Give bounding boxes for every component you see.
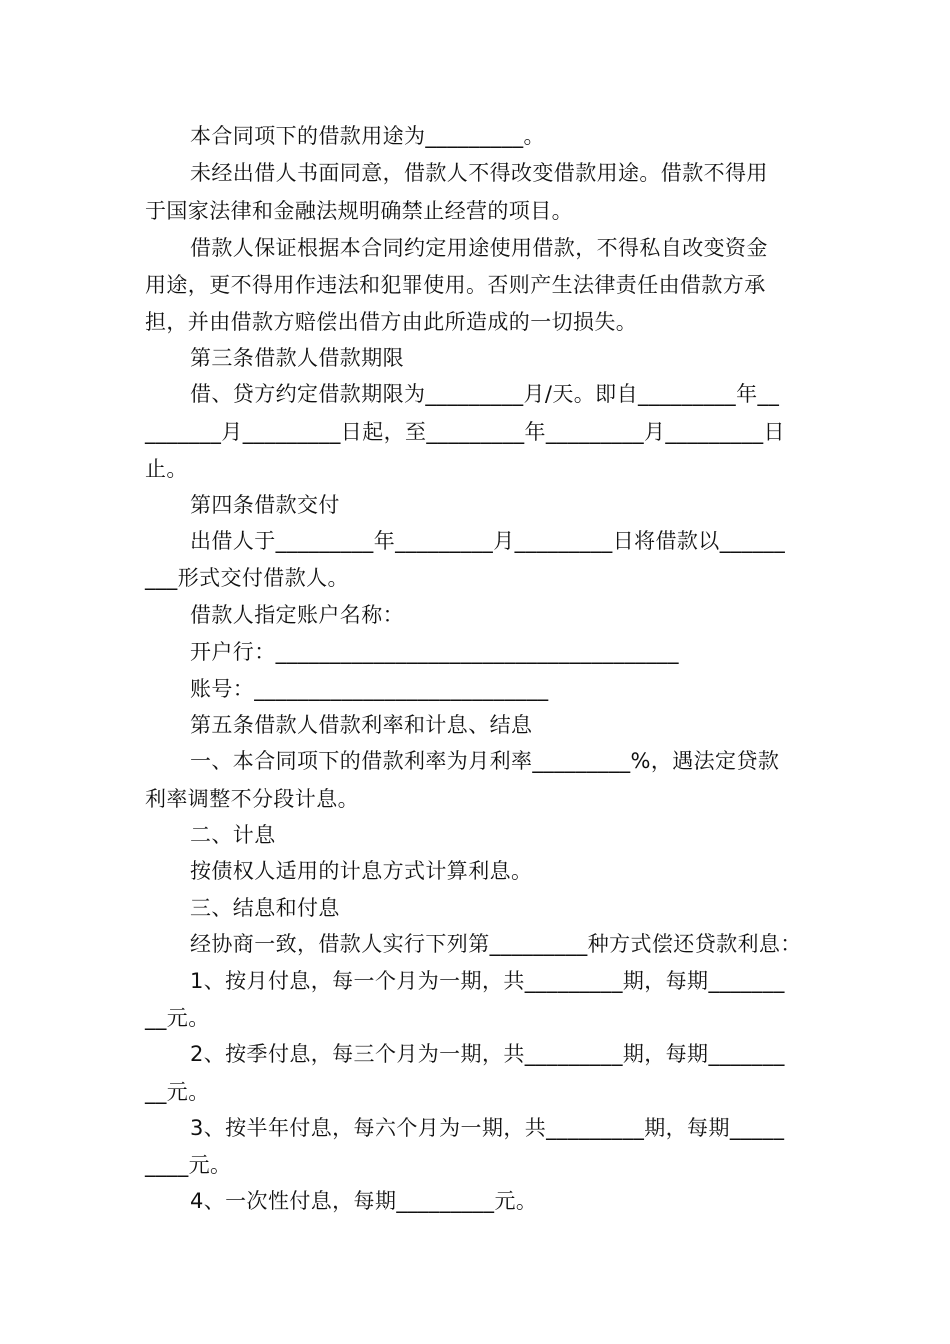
paragraph-term-line-1: 借、贷方约定借款期限为_________月/天。即自_________年__ (190, 382, 780, 406)
heading-interest-calc: 二、计息 (190, 823, 276, 847)
paragraph-interest-calc: 按债权人适用的计息方式计算利息。 (190, 859, 533, 883)
paragraph-purpose-change-line-1: 未经出借人书面同意，借款人不得改变借款用途。借款不得用 (190, 161, 768, 185)
paragraph-term-line-2: _______月_________日起，至_________年_________月_________日 (145, 420, 785, 444)
paragraph-rate-line-1: 一、本合同项下的借款利率为月利率_________%，遇法定贷款 (190, 749, 780, 773)
option-quarterly-line-2: __元。 (145, 1080, 210, 1104)
paragraph-term-line-3: 止。 (145, 457, 188, 481)
paragraph-delivery-line-2: ___形式交付借款人。 (145, 566, 349, 590)
paragraph-loan-purpose: 本合同项下的借款用途为_________。 (190, 124, 545, 148)
heading-interest-settlement: 三、结息和付息 (190, 896, 340, 920)
paragraph-guarantee-line-1: 借款人保证根据本合同约定用途使用借款，不得私自改变资金 (190, 236, 768, 260)
option-monthly-line-1: 1、按月付息，每一个月为一期，共_________期，每期_______ (190, 969, 785, 993)
paragraph-settlement-method: 经协商一致，借款人实行下列第_________种方式偿还贷款利息： (190, 932, 802, 956)
option-monthly-line-2: __元。 (145, 1006, 210, 1030)
option-quarterly-line-1: 2、按季付息，每三个月为一期，共_________期，每期_______ (190, 1042, 785, 1066)
label-account-number: 账号：___________________________ (190, 677, 549, 701)
heading-article-3: 第三条借款人借款期限 (190, 346, 404, 370)
paragraph-purpose-change-line-2: 于国家法律和金融法规明确禁止经营的项目。 (145, 199, 573, 223)
paragraph-rate-line-2: 利率调整不分段计息。 (145, 787, 359, 811)
option-semiannual-line-2: ____元。 (145, 1153, 232, 1177)
label-bank: 开户行：_____________________________________ (190, 640, 679, 664)
label-account-name: 借款人指定账户名称： (190, 603, 404, 627)
paragraph-delivery-line-1: 出借人于_________年_________月_________日将借款以______ (190, 529, 786, 553)
option-semiannual-line-1: 3、按半年付息，每六个月为一期，共_________期，每期_____ (190, 1116, 785, 1140)
heading-article-4: 第四条借款交付 (190, 493, 340, 517)
paragraph-guarantee-line-2: 用途，更不得用作违法和犯罪使用。否则产生法律责任由借款方承 (145, 273, 766, 297)
paragraph-guarantee-line-3: 担，并由借款方赔偿出借方由此所造成的一切损失。 (145, 310, 638, 334)
option-lump-sum: 4、一次性付息，每期_________元。 (190, 1189, 538, 1213)
heading-article-5: 第五条借款人借款利率和计息、结息 (190, 713, 533, 737)
